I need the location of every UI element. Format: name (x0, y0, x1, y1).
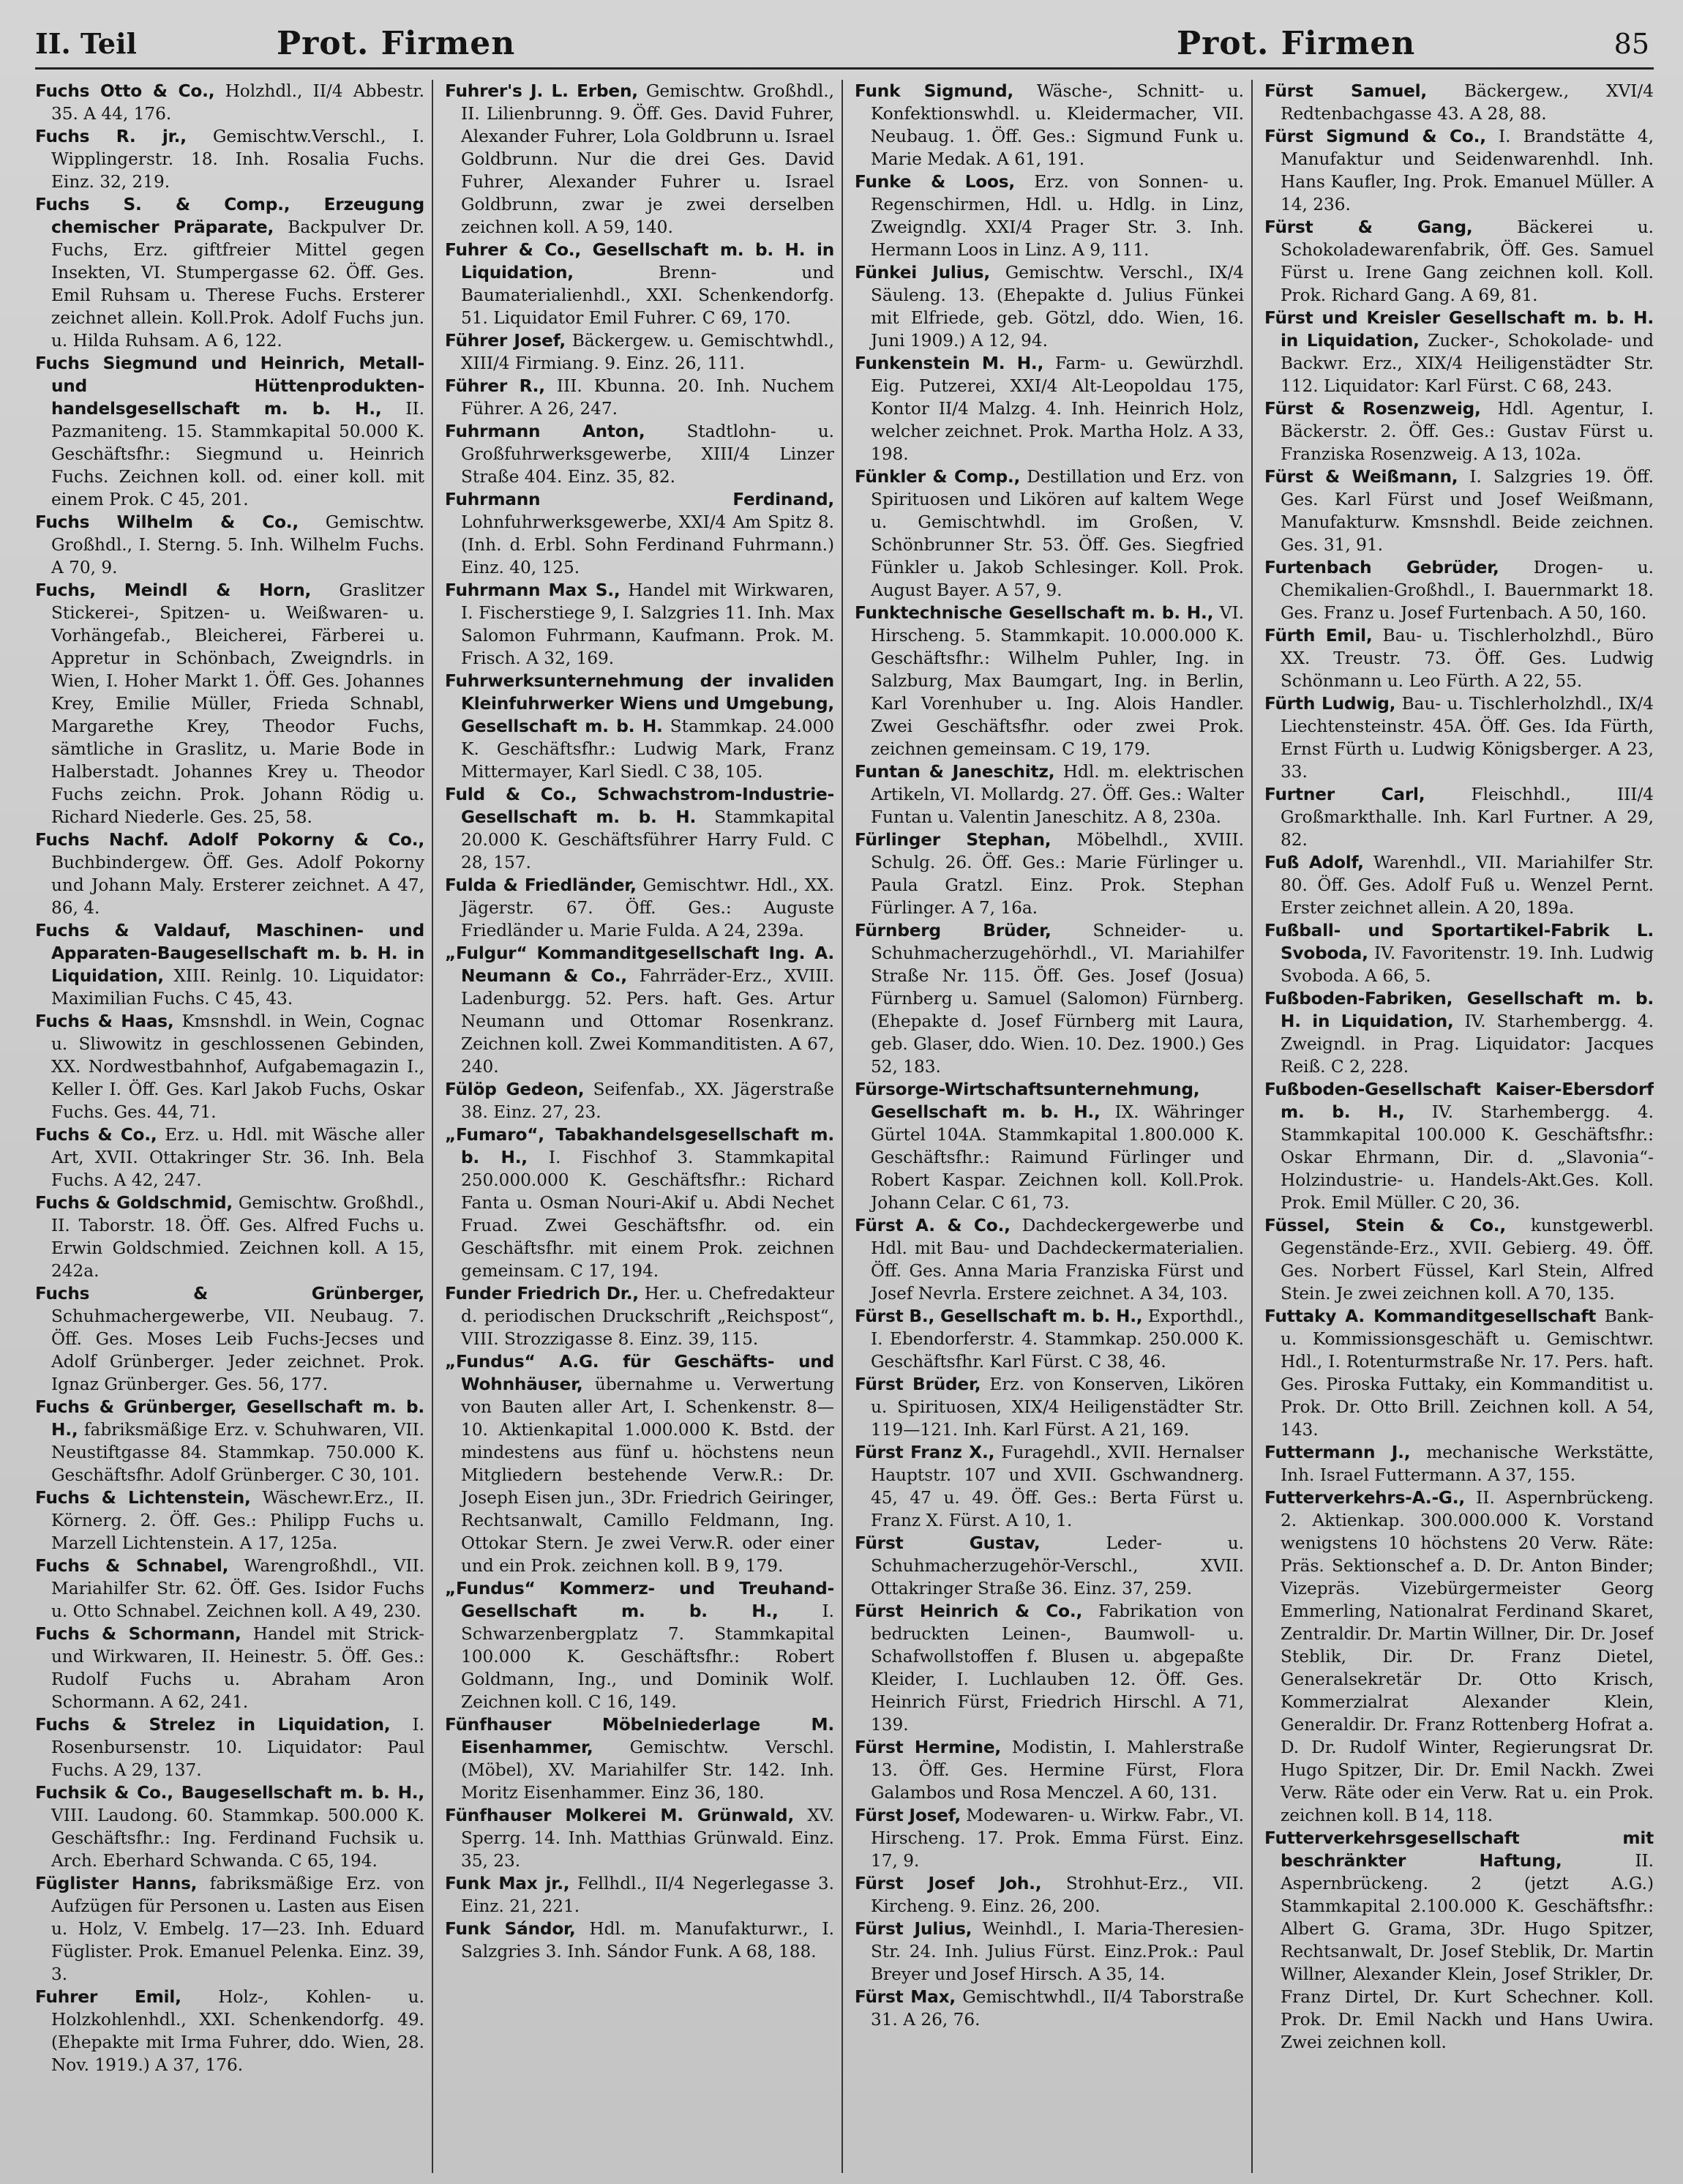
firm-name: „Fundus“ Kommerz- und Treuhand-Gesellschaft m. b. H., (445, 1579, 834, 1621)
entry-details: IV. Starhembergg. 4. Stammkapital 100.000 K. Geschäftsfhr.: Oskar Ehrmann, Dir. d. „Slavonia“-Holzindustrie- u. Handels-Akt.Ges. Koll. Prok. Emil Müller. C 20, 36. (1281, 1102, 1654, 1213)
directory-entry (1264, 1486, 1654, 1827)
directory-entry (1264, 1214, 1654, 1305)
firm-name: Fuchsik & Co., Baugesellschaft m. b. H., (35, 1783, 424, 1803)
entry-details: Schuhmachergewerbe, VII. Neubaug. 7. Öff. Ges. Moses Leib Fuchs-Jecses und Adolf Grünberger. Jeder zeichnet. Prok. Ignaz Grünberger. Ges. 56, 177. (51, 1306, 424, 1394)
directory-entry (35, 1713, 424, 1781)
entry-details: fabriksmäßige Erz. v. Schuhwaren, VII. Neustiftgasse 84. Stammkap. 750.000 K. Geschäftsfhr. Adolf Grünberger. C 30, 101. (51, 1420, 425, 1485)
directory-entry (35, 579, 424, 829)
firm-name: „Fulgur“ Kommanditgesellschaft Ing. A. Neumann & Co., (445, 943, 834, 986)
directory-entry (855, 352, 1244, 465)
entry-details: Weinhdl., I. Maria-Theresien-Str. 24. Inh. Julius Fürst. Einz.Prok.: Paul Breyer und Josef Hirsch. A 35, 14. (871, 1919, 1244, 1984)
entry-details: Erz. u. Hdl. mit Wäsche aller Art, XVII. Ottakringer Str. 36. Inh. Bela Fuchs. A 42, 247. (51, 1125, 424, 1190)
directory-entry (855, 1373, 1244, 1441)
directory-entry (35, 1781, 424, 1872)
firm-name: Fuchs & Co., (35, 1125, 157, 1145)
entry-details: Fahrräder-Erz., XVIII. Ladenburgg. 52. Pers. haft. Ges. Artur Neumann und Ottomar Rosenkranz. Zeichnen koll. Zwei Kommanditisten. A 67, 240. (461, 966, 834, 1077)
firm-name: Fuß Adolf, (1264, 853, 1364, 872)
firm-name: Fülöp Gedeon, (445, 1080, 585, 1099)
entry-details: I. Fischhof 3. Stammkapital 250.000.000 K. Geschäftsfhr.: Richard Fanta u. Osman Nouri-Akif u. Abdi Nechet Fruad. Zwei Geschäftsfhr. od. ein Geschäftsfhr. mit einem Prok. zeichnen gemeinsam. C 17, 194. (461, 1148, 834, 1281)
firm-name: Fulda & Friedländer, (445, 875, 637, 895)
entry-columns (35, 80, 1654, 2173)
directory-entry (1264, 465, 1654, 556)
entry-details: I. Brandstätte 4, Manufaktur und Seidenwarenhdl. Inh. Hans Kaufler, Ing. Prok. Emanuel Müller. A 14, 236. (1281, 127, 1654, 214)
entry-details: Gemischtw. Großhdl., II. Taborstr. 18. Öff. Ges. Alfred Fuchs u. Erwin Goldschmied. Zeichnen koll. A 15, 242a. (51, 1193, 424, 1281)
firm-name: „Fundus“ A.G. für Geschäfts- und Wohnhäuser, (445, 1352, 834, 1394)
entry-details: III. Kbunna. 20. Inh. Nuchem Führer. A 26, 247. (461, 376, 834, 419)
entry-details: Bäckergew., XVI/4 Redtenbachgasse 43. A 28, 88. (1281, 81, 1654, 124)
column-2 (445, 80, 843, 2173)
directory-entry (855, 1078, 1244, 1214)
firm-name: Furtenbach Gebrüder, (1264, 558, 1499, 577)
directory-entry (35, 829, 424, 919)
entry-details: Gemischtw. Verschl. (Möbel), XV. Mariahilfer Str. 142. Inh. Moritz Eisenhammer. Einz 36, 180. (461, 1738, 834, 1803)
entry-details: I. Rosenbursenstr. 10. Liquidator: Paul Fuchs. A 29, 137. (51, 1715, 424, 1780)
entry-details: Bau- u. Tischlerholzhdl., Büro XX. Treustr. 73. Öff. Ges. Ludwig Schönmann u. Leo Fürth. A 22, 55. (1281, 626, 1654, 691)
entry-details: Destillation und Erz. von Spirituosen und Likören auf kaltem Wege u. Gemischtwhdl. im Großen, V. Schönbrunner Str. 53. Öff. Ges. Siegfried Fünkler u. Jakob Schlesinger. Koll. Prok. August Bayer. A 57, 9. (871, 467, 1244, 600)
entry-details: Dachdeckergewerbe und Hdl. mit Bau- und Dachdeckermaterialien. Öff. Ges. Anna Maria Franziska Fürst und Josef Nevrla. Erstere zeichnet. A 34, 103. (871, 1216, 1244, 1304)
entry-details: Backpulver Dr. Fuchs, Erz. giftfreier Mittel gegen Insekten, VI. Stumpergasse 62. Öff. Ges. Emil Ruhsam u. Therese Fuchs. Ersterer zeichnet allein. Koll.Prok. Adolf Fuchs jun. u. Hilda Ruhsam. A 6, 122. (51, 217, 425, 351)
firm-name: Fußball- und Sportartikel-Fabrik L. Svoboda, (1264, 921, 1654, 963)
directory-entry (445, 1918, 834, 1963)
firm-name: Fuchs & Schormann, (35, 1624, 241, 1644)
firm-name: Fürst Samuel, (1264, 81, 1428, 101)
firm-name: Fuchs & Goldschmid, (35, 1193, 233, 1213)
firm-name: Fuchs & Lichtenstein, (35, 1488, 251, 1508)
entry-details: I. Schwarzenbergplatz 7. Stammkapital 100.000 K. Geschäftsfhr.: Robert Goldmann, Ing., und Dominik Wolf. Zeichnen koll. C 16, 149. (461, 1601, 834, 1712)
directory-entry (35, 352, 424, 511)
firm-name: Fürst und Kreisler Gesellschaft m. b. H. in Liquidation, (1264, 308, 1654, 351)
entry-details: Stammkap. 24.000 K. Geschäftsfhr.: Ludwig Mark, Franz Mittermayer, Karl Siedl. C 38, 105. (461, 717, 834, 782)
firm-name: Fürnberg Brüder, (855, 921, 1052, 940)
firm-name: Fürst Franz X., (855, 1443, 995, 1462)
directory-entry (445, 1577, 834, 1713)
firm-name: Fürsorge-Wirtschaftsunternehmung, Gesellschaft m. b. H., (855, 1080, 1200, 1122)
firm-name: Fußboden-Fabriken, Gesellschaft m. b. H. in Liquidation, (1264, 989, 1654, 1031)
entry-details: Wäschewr.Erz., II. Körnerg. 2. Öff. Ges.: Philipp Fuchs u. Marzell Lichtenstein. A 17, 125a. (51, 1488, 424, 1553)
firm-name: Furtner Carl, (1264, 785, 1425, 804)
entry-details: Strohhut-Erz., VII. Kircheng. 9. Einz. 26, 200. (871, 1874, 1244, 1916)
entry-details: Hdl. Agentur, I. Bäckerstr. 2. Öff. Ges.: Gustav Fürst u. Franziska Rosenzweig. A 13, 102a. (1281, 399, 1654, 464)
directory-entry (35, 1555, 424, 1623)
firm-name: Fürst Brüder, (855, 1375, 981, 1394)
directory-entry (445, 375, 834, 420)
entry-details: Erz. von Sonnen- u. Regenschirmen, Hdl. u. Hdlg. in Linz, Zweigndlg. XXI/4 Prager Str. 3. Inh. Hermann Loos in Linz. A 9, 111. (871, 172, 1244, 260)
entry-details: Exporthdl., I. Ebendorferstr. 4. Stammkap. 250.000 K. Geschäftsfhr. Karl Fürst. C 38, 46. (871, 1306, 1244, 1372)
entry-details: I. Salzgries 19. Öff. Ges. Karl Fürst und Josef Weißmann, Manufakturw. Kmsnshdl. Beide zeichnen. Ges. 31, 91. (1281, 467, 1654, 555)
firm-name: Fuchs R. jr., (35, 127, 187, 146)
entry-details: Erz. von Konserven, Likören u. Spirituosen, XIX/4 Heiligenstädter Str. 119—121. Inh. Karl Fürst. A 21, 169. (871, 1375, 1245, 1440)
directory-entry (855, 602, 1244, 760)
directory-entry (35, 919, 424, 1010)
column-3 (855, 80, 1253, 2173)
firm-name: Fuchs & Valdauf, Maschinen- und Apparaten-Baugesellschaft m. b. H. in Liquidation, (35, 921, 424, 986)
entry-details: Gemischtwr. Hdl., XX. Jägerstr. 67. Öff. Ges.: Auguste Friedländer u. Marie Fulda. A 24, 239a. (461, 875, 835, 940)
firm-name: Fuhrmann Max S., (445, 580, 621, 600)
firm-name: Fünfhauser Möbelniederlage M. Eisenhammer, (445, 1715, 834, 1757)
firm-name: Fuchs & Grünberger, Gesellschaft m. b. H., (35, 1397, 424, 1440)
directory-entry (1264, 987, 1654, 1078)
firm-name: Fürst Hermine, (855, 1738, 1001, 1757)
entry-details: Stammkapital 20.000 K. Geschäftsführer Harry Fuld. C 28, 157. (461, 807, 834, 872)
entry-details: Gemischtwhdl., II/4 Taborstraße 31. A 26, 76. (871, 1987, 1244, 2030)
firm-name: Fünkei Julius, (855, 263, 990, 283)
entry-details: Wäsche-, Schnitt- u. Konfektionswhdl. u. Kleidermacher, VII. Neubaug. 1. Öff. Ges.: Sigmund Funk u. Marie Medak. A 61, 191. (871, 81, 1245, 169)
entry-details: Fabrikation von bedruckten Leinen-, Baumwoll- u. Schafwollstoffen f. Blusen u. abgepaßte Kleider, I. Luchlauben 12. Öff. Ges. Heinrich Fürst, Friedrich Hirschl. A 71, 139. (871, 1601, 1244, 1735)
directory-entry (1264, 919, 1654, 987)
entry-details: Modewaren- u. Wirkw. Fabr., VI. Hirscheng. 17. Prok. Emma Fürst. Einz. 17, 9. (871, 1806, 1244, 1871)
firm-name: Futterverkehrs-A.-G., (1264, 1488, 1465, 1508)
entry-details: Handel mit Wirkwaren, I. Fischerstiege 9, I. Salzgries 11. Inh. Max Salomon Fuhrmann, Kaufmann. Prok. M. Frisch. A 32, 169. (461, 580, 834, 668)
entry-details: IV. Starhembergg. 4. Zweigndl. in Prag. Liquidator: Jacques Reiß. C 2, 228. (1281, 1011, 1654, 1077)
directory-entry (35, 511, 424, 579)
directory-entry (35, 1986, 424, 2076)
firm-name: Fuchs Nachf. Adolf Pokorny & Co., (35, 830, 424, 850)
entry-details: Gemischtw. Verschl., IX/4 Säuleng. 13. (Ehepakte d. Julius Fünkei mit Elfriede, geb. Götzl, ddo. Wien, 16. Juni 1909.) A 12, 94. (871, 263, 1245, 351)
entry-details: fabriksmäßige Erz. von Aufzügen für Personen u. Lasten aus Eisen u. Holz, V. Embelg. 17—23. Inh. Eduard Füglister. Prok. Emanuel Pelenka. Einz. 39, 3. (51, 1874, 424, 1984)
entry-details: Hdl. m. Manufakturwr., I. Salzgries 3. Inh. Sándor Funk. A 68, 188. (461, 1919, 835, 1962)
entry-details: Holzhdl., II/4 Abbestr. 35. A 44, 176. (51, 81, 424, 124)
directory-entry (855, 1872, 1244, 1918)
entry-details: II. Aspernbrückeng. 2 (jetzt A.G.) Stammkapital 2.100.000 K. Geschäftsfhr.: Albert G. Grama, 3Dr. Hugo Spitzer, Rechtsanwalt, Dr. Josef Steblik, Dr. Martin Willner, Alexander Klein, Josef Strikler, Dr. Franz Dirtel, Dr. Kurt Schechner. Koll. Prok. Dr. Emil Nackh und Hans Uwira. Zwei zeichnen koll. (1281, 1851, 1654, 2052)
firm-name: Fürst & Gang, (1264, 217, 1473, 237)
directory-entry (1264, 216, 1654, 307)
directory-entry (855, 760, 1244, 829)
directory-entry (445, 874, 834, 942)
directory-entry (1264, 851, 1654, 919)
entry-details: VIII. Laudong. 60. Stammkap. 500.000 K. Geschäftsfhr.: Ing. Ferdinand Fuchsik u. Arch. Eberhard Schwanda. C 65, 194. (51, 1806, 424, 1871)
directory-entry (1264, 1441, 1654, 1486)
entry-details: Buchbindergew. Öff. Ges. Adolf Pokorny und Johann Maly. Ersterer zeichnet. A 47, 86, 4. (51, 853, 424, 918)
running-title-right: Prot. Firmen (1177, 25, 1416, 62)
directory-entry (445, 1872, 834, 1918)
directory-entry (35, 193, 424, 352)
firm-name: Fuchs & Haas, (35, 1011, 174, 1031)
directory-entry (445, 1350, 834, 1577)
entry-details: kunstgewerbl. Gegenstände-Erz., XVII. Gebierg. 49. Öff. Ges. Norbert Füssel, Karl Stein, Alfred Stein. Je zwei zeichnen koll. A 70, 135. (1281, 1216, 1654, 1304)
entry-details: II. Pazmaniteng. 15. Stammkapital 50.000 K. Geschäftsfhr.: Siegmund u. Heinrich Fuchs. Zeichnen koll. od. einer koll. mit einem Prok. C 45, 201. (51, 399, 424, 509)
firm-name: Führer R., (445, 376, 545, 396)
firm-name: Fürst & Rosenzweig, (1264, 399, 1481, 419)
directory-entry (855, 1305, 1244, 1373)
entry-details: Seifenfab., XX. Jägerstraße 38. Einz. 27, 23. (461, 1080, 834, 1122)
entry-details: Leder- u. Schuhmacherzugehör-Verschl., XVII. Ottakringer Straße 36. Einz. 37, 259. (871, 1533, 1245, 1598)
directory-entry (35, 1872, 424, 1986)
directory-entry (855, 1736, 1244, 1804)
firm-name: Fürst Sigmund & Co., (1264, 127, 1486, 146)
entry-details: Kmsnshdl. in Wein, Cognac u. Sliwowitz in geschlossenen Gebinden, XX. Nordwestbahnhof, Aufgabemagazin I., Keller I. Öff. Ges. Karl Jakob Fuchs, Oskar Fuchs. Ges. 44, 71. (51, 1011, 424, 1122)
directory-entry (1264, 80, 1654, 125)
firm-name: Fürst Josef, (855, 1806, 961, 1825)
firm-name: Funtan & Janeschitz, (855, 762, 1055, 782)
entry-details: Holz-, Kohlen- u. Holzkohlenhdl., XXI. Schenkendorfg. 49. (Ehepakte mit Irma Fuhrer, ddo. Wien, 28. Nov. 1919.) A 37, 176. (51, 1987, 424, 2075)
directory-entry (1264, 1827, 1654, 2054)
entry-details: II. Aspernbrückeng. 2. Aktienkap. 300.000.000 K. Vorstand wenigstens 10 höchstens 20 Verw. Räte: Präs. Sektionschef a. D. Dr. Anton Binder; Vizepräs. Vizebürgermeister Georg Emmerling, Nationalrat Ferdinand Skaret, Zentraldir. Dr. Martin Willner, Dir. Dr. Josef Steblik, Dir. Dr. Franz Dietel, Generalsekretär Dr. Otto Krisch, Kommerzialrat Alexander Klein, Generaldir. Dr. Franz Rottenberg Hofrat a. D. Dr. Rudolf Winter, Regierungsrat Dr. Hugo Spitzer, Dir. Dr. Emil Nackh. Zwei Verw. Räte oder ein Verw. Rat u. ein Prok. zeichnen koll. B 14, 118. (1281, 1488, 1654, 1825)
page-header (35, 20, 1654, 70)
directory-entry (855, 1441, 1244, 1532)
directory-entry (445, 329, 834, 375)
entry-details: Bäckergew. u. Gemischtwhdl., XIII/4 Firmiang. 9. Einz. 26, 111. (461, 331, 835, 373)
directory-entry (855, 171, 1244, 261)
directory-entry (855, 465, 1244, 602)
firm-name: Fuchs Otto & Co., (35, 81, 215, 101)
entry-details: Brenn- und Baumaterialienhdl., XXI. Schenkendorfg. 51. Liquidator Emil Fuhrer. C 69, 170. (461, 263, 834, 328)
entry-details: Her. u. Chefredakteur d. periodischen Druckschrift „Reichspost“, VIII. Strozzigasse 8. Einz. 39, 115. (461, 1284, 834, 1349)
directory-entry (855, 1600, 1244, 1736)
directory-entry (35, 1623, 424, 1713)
firm-name: Fürst Max, (855, 1987, 956, 2007)
firm-name: Fürst Josef Joh., (855, 1874, 1042, 1893)
firm-name: Fürst A. & Co., (855, 1216, 1011, 1235)
entry-details: Stadtlohn- u. Großfuhrwerksgewerbe, XIII/4 Linzer Straße 404. Einz. 35, 82. (461, 422, 834, 487)
firm-name: Fuhrer's J. L. Erben, (445, 81, 638, 101)
running-title-left: Prot. Firmen (277, 25, 516, 62)
firm-name: Fuhrmann Ferdinand, (445, 490, 834, 509)
directory-entry (445, 942, 834, 1078)
entry-details: Bau- u. Tischlerholzhdl., IX/4 Liechtensteinstr. 45A. Öff. Ges. Ida Fürth, Ernst Fürth u. Ludwig Königsberger. A 23, 33. (1281, 694, 1654, 782)
directory-entry (855, 261, 1244, 352)
firm-name: Fürst Julius, (855, 1919, 972, 1939)
directory-entry (855, 829, 1244, 919)
firm-name: Führer Josef, (445, 331, 566, 351)
directory-entry (445, 80, 834, 239)
firm-name: Fürth Ludwig, (1264, 694, 1396, 714)
entry-details: Gemischtw.Verschl., I. Wipplingerstr. 18. Inh. Rosalia Fuchs. Einz. 32, 219. (51, 127, 425, 192)
page-number: 85 (1613, 28, 1649, 60)
firm-name: Fuchs S. & Comp., Erzeugung chemischer Präparate, (35, 195, 424, 237)
firm-name: Fuhrer & Co., Gesellschaft m. b. H. in Liquidation, (445, 240, 834, 283)
firm-name: Fuhrwerksunternehmung der invaliden Kleinfuhrwerker Wiens und Umgebung, Gesellschaft m. b. H. (445, 671, 834, 736)
firm-name: „Fumaro“, Tabakhandelsgesellschaft m. b. H., (445, 1125, 834, 1167)
firm-name: Fuchs, Meindl & Horn, (35, 580, 312, 600)
directory-entry (855, 1214, 1244, 1305)
directory-entry (1264, 125, 1654, 216)
entry-details: XV. Sperrg. 14. Inh. Matthias Grünwald. Einz. 35, 23. (461, 1806, 834, 1871)
entry-details: Bäckerei u. Schokoladewarenfabrik, Öff. Ges. Samuel Fürst u. Irene Gang zeichnen koll. Koll. Prok. Richard Gang. A 69, 81. (1281, 217, 1654, 305)
firm-name: Füglister Hanns, (35, 1874, 198, 1893)
firm-name: Fürlinger Stephan, (855, 830, 1052, 850)
directory-entry (445, 579, 834, 670)
firm-name: Fuchs Wilhelm & Co., (35, 512, 299, 532)
firm-name: Fuchs & Schnabel, (35, 1556, 229, 1576)
directory-entry (855, 80, 1244, 171)
entry-details: Graslitzer Stickerei-, Spitzen- u. Weißwaren- u. Vorhängefab., Bleicherei, Färberei u. Appretur in Schönbach, Zweigndrls. in Wien, I. Hoher Markt 1. Öff. Ges. Johannes Krey, Emilie Müller, Frieda Schnabl, Margarethe Krey, Theodor Fuchs, sämtliche in Graslitz, u. Marie Bode in Halberstadt. Johannes Krey u. Theodor Fuchs zeichn. Prok. Johann Rödig u. Richard Niederle. Ges. 25, 58. (51, 580, 424, 827)
entry-details: Handel mit Strick- und Wirkwaren, II. Heinestr. 5. Öff. Ges.: Rudolf Fuchs u. Abraham Aron Schormann. A 62, 241. (51, 1624, 424, 1712)
firm-name: Funk Max jr., (445, 1874, 570, 1893)
firm-name: Fuld & Co., Schwachstrom-Industrie-Gesellschaft m. b. H. (445, 785, 834, 827)
firm-name: Fürst Gustav, (855, 1533, 1041, 1553)
directory-entry (35, 80, 424, 125)
firm-name: Funkenstein M. H., (855, 354, 1044, 373)
entry-details: Bank- u. Kommissionsgeschäft u. Gemischtwr. Hdl., I. Rotenturmstraße Nr. 17. Pers. haft. Ges. Piroska Futtaky, ein Kommanditist u. Prok. Dr. Otto Brill. Zeichnen koll. A 54, 143. (1281, 1306, 1654, 1440)
entry-details: Warenhdl., VII. Mariahilfer Str. 80. Öff. Ges. Adolf Fuß u. Wenzel Pernt. Erster zeichnet allein. A 20, 189a. (1281, 853, 1654, 918)
firm-name: Funktechnische Gesellschaft m. b. H., (855, 603, 1214, 623)
directory-entry (855, 919, 1244, 1078)
entry-details: Farm- u. Gewürzhdl. Eig. Putzerei, XXI/4 Alt-Leopoldau 175, Kontor II/4 Malzg. 4. Inh. Heinrich Holz, welcher zeichnet. Prok. Martha Holz. A 33, 198. (871, 354, 1244, 464)
entry-details: VI. Hirscheng. 5. Stammkapit. 10.000.000 K. Geschäftsfhr.: Wilhelm Puhler, Ing. in Salzburg, Max Baumgart, Ing. in Berlin, Karl Vorenhuber u. Ing. Alois Handler. Zwei Geschäftsfhr. oder zwei Prok. zeichnen gemeinsam. C 19, 179. (871, 603, 1245, 759)
directory-entry (445, 239, 834, 329)
entry-details: Möbelhdl., XVIII. Schulg. 26. Öff. Ges.: Marie Fürlinger u. Paula Gratzl. Einz. Prok. Stephan Fürlinger. A 7, 16a. (871, 830, 1244, 918)
column-1 (35, 80, 433, 2173)
directory-entry (1264, 1305, 1654, 1441)
directory-entry (1264, 556, 1654, 624)
firm-name: Füssel, Stein & Co., (1264, 1216, 1507, 1235)
directory-entry (1264, 397, 1654, 465)
directory-entry (35, 1192, 424, 1282)
firm-name: Funder Friedrich Dr., (445, 1284, 639, 1304)
directory-entry (1264, 1078, 1654, 1214)
column-4 (1264, 80, 1654, 2173)
directory-entry (445, 1804, 834, 1872)
directory-entry (445, 488, 834, 579)
firm-name: Futterverkehrsgesellschaft mit beschränkter Haftung, (1264, 1828, 1654, 1871)
entry-details: Schneider- u. Schuhmacherzugehörhdl., VI. Mariahilfer Straße Nr. 115. Öff. Ges. Josef (Josua) Fürnberg u. Samuel (Salomon) Fürnberg. (Ehepakte d. Josef Fürnberg mit Laura, geb. Glaser, ddo. Wien. 10. Dez. 1900.) Ges 52, 183. (871, 921, 1244, 1077)
firm-name: Fuchs Siegmund und Heinrich, Metall- und Hüttenprodukten-handelsgesellschaft m. b. H., (35, 354, 424, 419)
firm-name: Futtermann J., (1264, 1443, 1411, 1462)
directory-entry (855, 1804, 1244, 1872)
entry-details: Lohnfuhrwerksgewerbe, XXI/4 Am Spitz 8. (Inh. d. Erbl. Sohn Ferdinand Fuhrmann.) Einz. 40, 125. (461, 512, 834, 577)
directory-entry (35, 1123, 424, 1192)
entry-details: Fleischhdl., III/4 Großmarkthalle. Inh. Karl Furtner. A 29, 82. (1281, 785, 1654, 850)
entry-details: Furagehdl., XVII. Hernalser Hauptstr. 107 und XVII. Gschwandnerg. 45, 47 u. 49. Öff. Ges.: Berta Fürst u. Franz X. Fürst. A 10, 1. (871, 1443, 1244, 1530)
firm-name: Funke & Loos, (855, 172, 1015, 192)
entry-details: Modistin, I. Mahlerstraße 13. Öff. Ges. Hermine Fürst, Flora Galambos und Rosa Menczel. A 60, 131. (871, 1738, 1244, 1803)
firm-name: Fuhrer Emil, (35, 1987, 181, 2007)
entry-details: IX. Währinger Gürtel 104A. Stammkapital 1.800.000 K. Geschäftsfhr.: Raimund Fürlinger und Robert Kaspar. Zeichnen koll. Koll.Prok. Johann Celar. C 61, 73. (871, 1102, 1244, 1213)
entry-details: Hdl. m. elektrischen Artikeln, VI. Mollardg. 27. Öff. Ges.: Walter Funtan u. Valentin Janeschitz. A 8, 230a. (871, 762, 1245, 827)
directory-entry (445, 670, 834, 783)
entry-details: Gemischtw. Großhdl., I. Sterng. 5. Inh. Wilhelm Fuchs. A 70, 9. (51, 512, 424, 577)
firm-name: Fürst Heinrich & Co., (855, 1601, 1083, 1621)
firm-name: Fuchs & Grünberger, (35, 1284, 424, 1304)
entry-details: Gemischtw. Großhdl., II. Lilienbrunng. 9. Öff. Ges. David Fuhrer, Alexander Fuhrer, Lola Goldbrunn u. Israel Goldbrunn. Nur die drei Ges. David Fuhrer, Alexander Fuhrer u. Israel Goldbrunn, zwar je zwei derselben zeichnen koll. A 59, 140. (461, 81, 834, 237)
firm-name: Funk Sigmund, (855, 81, 1013, 101)
firm-name: Fürth Emil, (1264, 626, 1373, 646)
entry-details: übernahme u. Verwertung von Bauten aller Art, I. Schenkenstr. 8—10. Aktienkapital 1.000.000 K. Bstd. der mindestens aus fünf u. höchstens neun Mitgliedern bestehende Verw.R.: Dr. Joseph Eisen jun., 3Dr. Friedrich Geiringer, Rechtsanwalt, Camillo Feldmann, Ing. Ottokar Stern. Je zwei Verw.R. oder einer und ein Prok. zeichnen koll. B 9, 179. (461, 1375, 834, 1576)
directory-entry (445, 420, 834, 488)
directory-entry (35, 1282, 424, 1396)
entry-details: Warengroßhdl., VII. Mariahilfer Str. 62. Öff. Ges. Isidor Fuchs u. Otto Schnabel. Zeichnen koll. A 49, 230. (51, 1556, 425, 1621)
firm-name: Fuhrmann Anton, (445, 422, 645, 441)
entry-details: IV. Favoritenstr. 19. Inh. Ludwig Svoboda. A 66, 5. (1281, 943, 1654, 986)
directory-entry (855, 1918, 1244, 1986)
part-label: II. Teil (35, 27, 137, 60)
directory-entry (445, 1078, 834, 1123)
directory-entry (445, 1713, 834, 1804)
firm-name: Funk Sándor, (445, 1919, 576, 1939)
firm-name: Fürst & Weißmann, (1264, 467, 1458, 487)
directory-entry (445, 1123, 834, 1282)
entry-details: Fellhdl., II/4 Negerlegasse 3. Einz. 21, 221. (461, 1874, 834, 1916)
firm-name: Fünkler & Comp., (855, 467, 1021, 487)
directory-entry (1264, 624, 1654, 692)
firm-name: Fünfhauser Molkerei M. Grünwald, (445, 1806, 794, 1825)
directory-entry (35, 1486, 424, 1555)
firm-name: Futtaky A. Kommanditgesellschaft (1264, 1306, 1597, 1326)
firm-name: Fuchs & Strelez in Liquidation, (35, 1715, 391, 1735)
entry-details: Zucker-, Schokolade- und Backwr. Erz., XIX/4 Heiligenstädter Str. 112. Liquidator: Karl Fürst. C 68, 243. (1281, 331, 1654, 396)
directory-entry (35, 1010, 424, 1123)
directory-entry (35, 1396, 424, 1486)
directory-entry (445, 1282, 834, 1350)
directory-entry (1264, 307, 1654, 397)
directory-entry (1264, 692, 1654, 783)
directory-entry (855, 1532, 1244, 1600)
directory-entry (855, 1986, 1244, 2031)
entry-details: mechanische Werkstätte, Inh. Israel Futtermann. A 37, 155. (1281, 1443, 1654, 1485)
firm-name: Fürst B., Gesellschaft m. b. H., (855, 1306, 1143, 1326)
firm-name: Fußboden-Gesellschaft Kaiser-Ebersdorf m. b. H., (1264, 1080, 1654, 1122)
entry-details: Drogen- u. Chemikalien-Großhdl., I. Bauernmarkt 18. Ges. Franz u. Josef Furtenbach. A 50, 160. (1281, 558, 1654, 623)
directory-entry (445, 783, 834, 874)
entry-details: XIII. Reinlg. 10. Liquidator: Maximilian Fuchs. C 45, 43. (51, 966, 424, 1009)
directory-entry (1264, 783, 1654, 851)
directory-entry (35, 125, 424, 193)
